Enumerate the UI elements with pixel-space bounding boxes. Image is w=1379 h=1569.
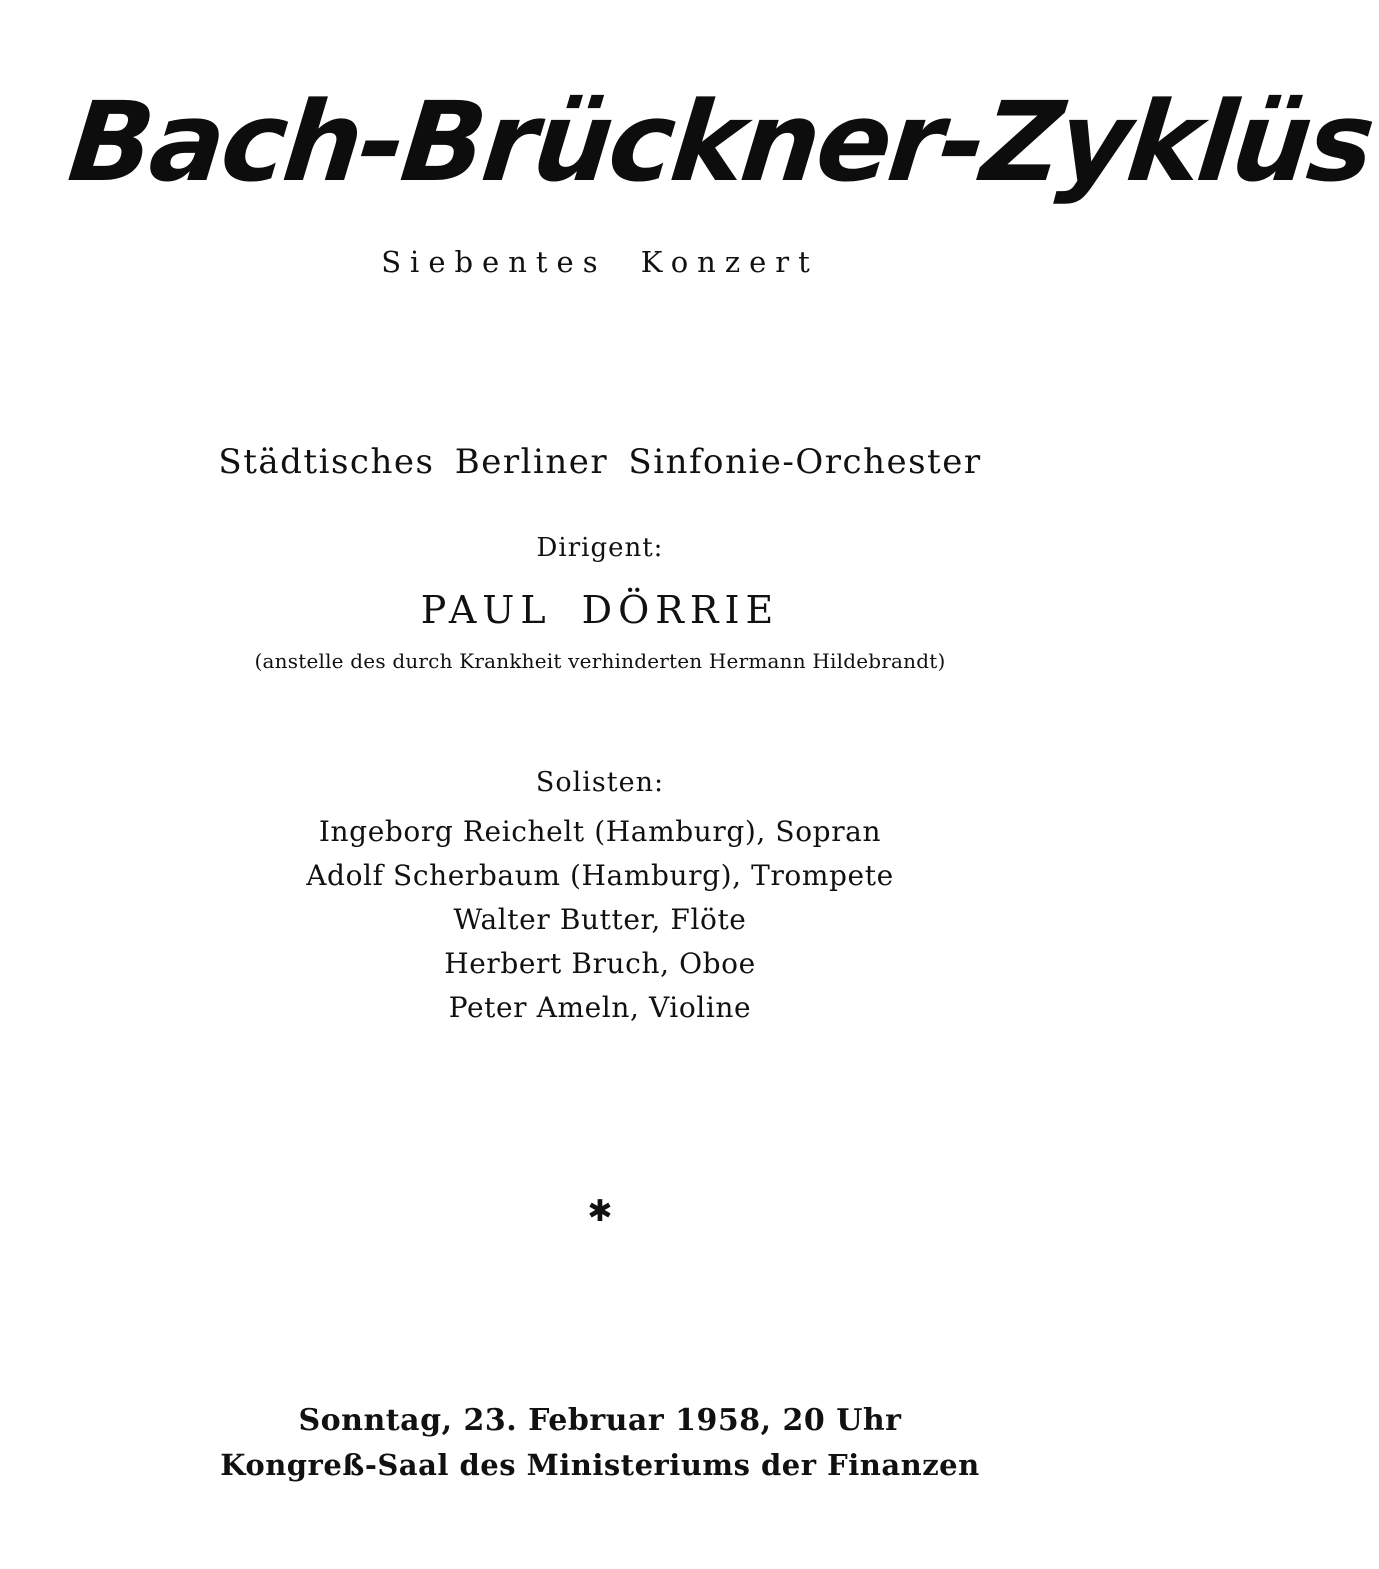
conductor-label: Dirigent: [536, 533, 664, 563]
conductor-name: PAUL DÖRRIE [420, 588, 780, 632]
concert-cycle-title: Bach-Brückner-Zyklüs [63, 78, 1378, 206]
asterisk-ornament-icon: ✱ [587, 1194, 613, 1229]
concert-number-subtitle: Siebentes Konzert [381, 245, 819, 279]
concert-venue: Kongreß-Saal des Ministeriums der Finanzen [220, 1448, 980, 1482]
soloist-entry: Adolf Scherbaum (Hamburg), Trompete [306, 859, 894, 892]
soloists-label: Solisten: [535, 767, 665, 798]
soloist-entry: Herbert Bruch, Oboe [444, 947, 756, 980]
orchestra-name: Städtisches Berliner Sinfonie-Orchester [218, 442, 982, 482]
soloist-entry: Peter Ameln, Violine [448, 991, 752, 1024]
substitute-note: (anstelle des durch Krankheit verhinderten Hermann Hildebrandt) [254, 649, 946, 673]
concert-date-time: Sonntag, 23. Februar 1958, 20 Uhr [298, 1403, 902, 1438]
soloist-entry: Walter Butter, Flöte [453, 903, 747, 936]
soloist-entry: Ingeborg Reichelt (Hamburg), Sopran [318, 815, 882, 848]
